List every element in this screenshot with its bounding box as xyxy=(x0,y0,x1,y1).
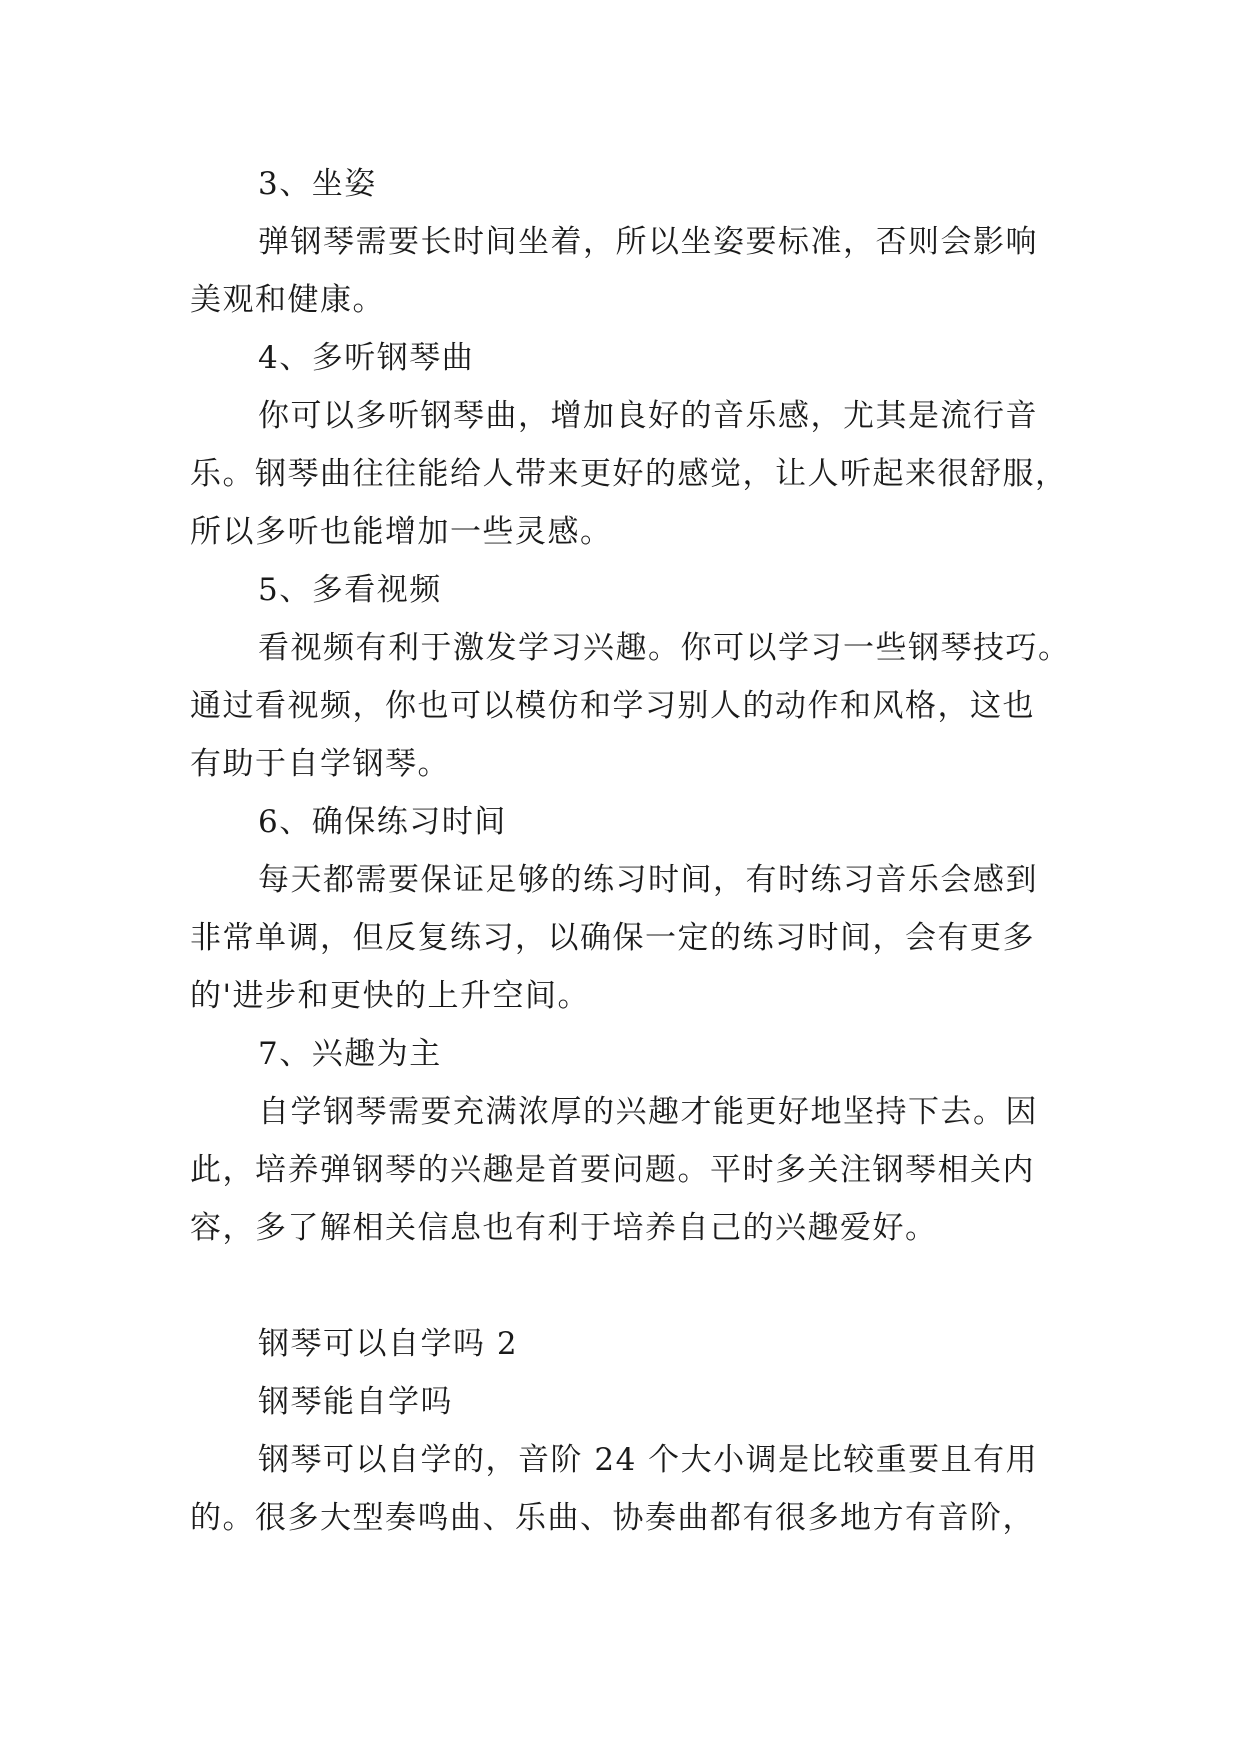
paragraph-line: 此，培养弹钢琴的兴趣是首要问题。平时多关注钢琴相关内 xyxy=(190,1152,1035,1188)
document-page xyxy=(190,155,1071,1547)
section-heading: 3、坐姿 xyxy=(258,166,377,202)
section-heading: 4、多听钢琴曲 xyxy=(258,340,475,376)
paragraph-line: 你可以多听钢琴曲，增加良好的音乐感，尤其是流行音 xyxy=(258,398,1038,434)
article-title: 钢琴可以自学吗 2 xyxy=(258,1326,519,1362)
paragraph-line: 弹钢琴需要长时间坐着，所以坐姿要标准，否则会影响 xyxy=(258,224,1038,260)
paragraph-line: 美观和健康。 xyxy=(190,282,385,318)
section-heading: 6、确保练习时间 xyxy=(258,804,507,840)
paragraph-line: 所以多听也能增加一些灵感。 xyxy=(190,514,613,550)
paragraph-line: 容，多了解相关信息也有利于培养自己的兴趣爱好。 xyxy=(190,1210,938,1246)
paragraph-line: 非常单调，但反复练习，以确保一定的练习时间，会有更多 xyxy=(190,920,1035,956)
section-heading: 7、兴趣为主 xyxy=(258,1036,442,1072)
paragraph-line: 通过看视频，你也可以模仿和学习别人的动作和风格，这也 xyxy=(190,688,1035,724)
paragraph-line: 自学钢琴需要充满浓厚的兴趣才能更好地坚持下去。因 xyxy=(258,1094,1038,1130)
paragraph-line: 有助于自学钢琴。 xyxy=(190,746,450,782)
paragraph-line: 看视频有利于激发学习兴趣。你可以学习一些钢琴技巧。 xyxy=(258,630,1071,666)
paragraph-line: 钢琴可以自学的，音阶 24 个大小调是比较重要且有用 xyxy=(258,1442,1039,1478)
paragraph-line: 的'进步和更快的上升空间。 xyxy=(190,978,591,1014)
section-heading: 钢琴能自学吗 xyxy=(258,1384,453,1420)
paragraph-line: 乐。钢琴曲往往能给人带来更好的感觉，让人听起来很舒服， xyxy=(190,456,1068,492)
section-heading: 5、多看视频 xyxy=(258,572,442,608)
paragraph-line: 每天都需要保证足够的练习时间，有时练习音乐会感到 xyxy=(258,862,1038,898)
paragraph-line: 的。很多大型奏鸣曲、乐曲、协奏曲都有很多地方有音阶， xyxy=(190,1500,1035,1536)
blank-line xyxy=(190,1257,1050,1315)
